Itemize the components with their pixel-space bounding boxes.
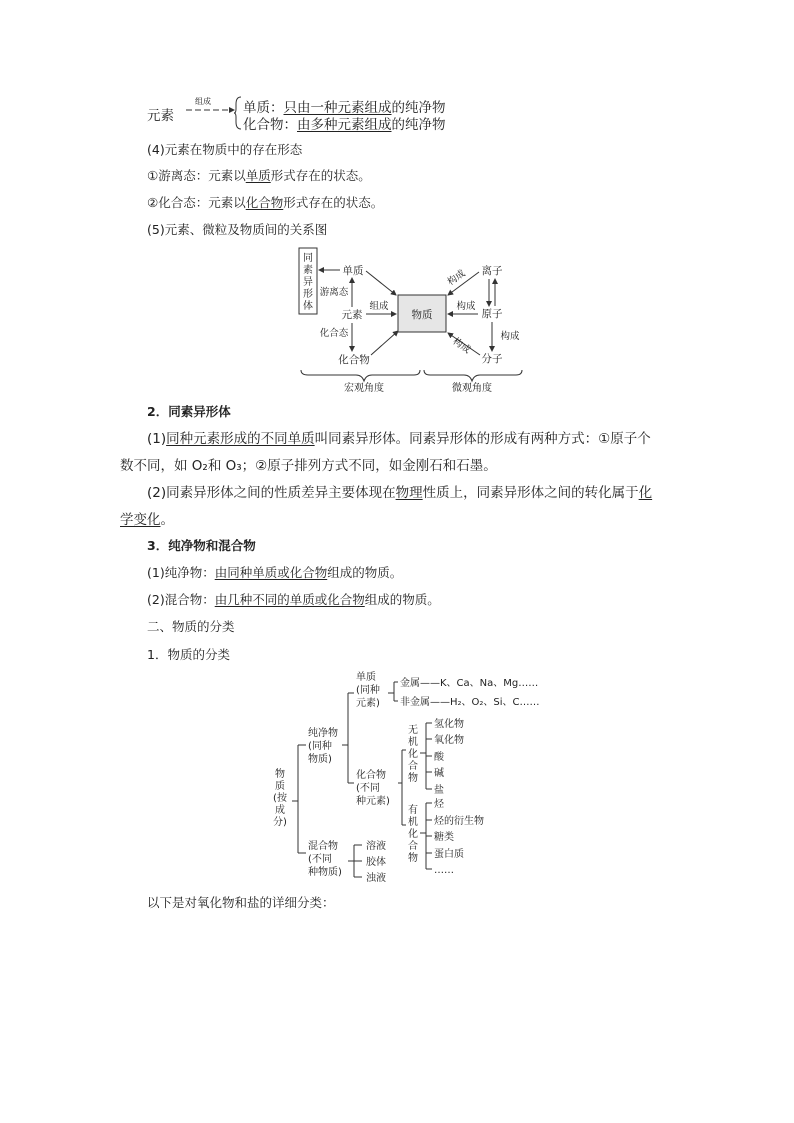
constitute-label-ion: 构成 [445, 267, 468, 288]
constitute-label-molecule: 构成 [450, 335, 473, 356]
organic-item-3: 糖类 [434, 832, 454, 843]
element-root-label: 元素 [147, 108, 174, 124]
mixture-node-l2: (不同 [308, 854, 332, 865]
compound-node-l2: (不同 [356, 783, 380, 794]
organic-char-2: 机 [408, 817, 418, 828]
combined-state-label: 化合态 [319, 328, 349, 339]
element-node: 元素 [341, 309, 363, 321]
footer-line: 以下是对氧化物和盐的详细分类： [147, 895, 335, 910]
allotrope-para-2-line-2: 学变化。 [120, 512, 174, 528]
relationship-diagram [296, 245, 528, 395]
classification-tree [268, 665, 558, 890]
allotrope-para-2-line-1: (2)同素异形体之间的性质差异主要体现在物理性质上，同素异形体之间的转化属于化 [147, 485, 653, 501]
composition-arrow [183, 96, 235, 118]
free-state-item: ①游离态：元素以单质形式存在的状态。 [147, 168, 371, 183]
inorganic-char-3: 化 [408, 749, 418, 760]
inorganic-char-2: 机 [408, 737, 418, 748]
mixture-item-suspension: 浊液 [366, 873, 386, 884]
organic-item-1: 烃 [434, 799, 444, 810]
ion-node: 离子 [481, 265, 503, 277]
mixture-item-colloid: 胶体 [366, 857, 386, 868]
organic-char-4: 合 [408, 841, 418, 852]
organic-char-1: 有 [408, 805, 418, 816]
organic-item-4: 蛋白质 [434, 849, 464, 860]
classification-heading: 二、物质的分类 [147, 619, 235, 634]
simple-substance-definition: 单质：只由一种元素组成的纯净物 [243, 100, 446, 116]
pure-node-l2: (同种 [308, 741, 332, 752]
tree-root-char-1: 物 [275, 769, 285, 780]
pure-substance-definition: (1)纯净物：由同种单质或化合物组成的物质。 [147, 565, 403, 580]
simple-substance-node: 单质 [342, 265, 364, 277]
classification-brace [234, 96, 242, 134]
allotrope-heading: 2．同素异形体 [147, 404, 231, 419]
inorganic-item-5: 盐 [434, 785, 444, 796]
simple-node-l3: 元素) [356, 698, 380, 709]
inorganic-char-4: 合 [408, 761, 418, 772]
macro-view-label: 宏观角度 [344, 383, 384, 394]
constitute-label-atom-molecule: 构成 [500, 331, 520, 342]
free-state-label: 游离态 [319, 287, 349, 298]
allotrope-char-4: 形 [303, 289, 313, 300]
pure-node-l3: 物质) [308, 754, 332, 765]
inorganic-item-3: 酸 [434, 752, 444, 763]
organic-item-2: 烃的衍生物 [434, 816, 484, 827]
allotrope-char-3: 异 [303, 277, 313, 288]
mixture-node-l3: 种物质) [308, 867, 342, 878]
tree-root-char-3: (按 [273, 793, 287, 804]
classification-subheading: 1．物质的分类 [147, 647, 230, 662]
inorganic-item-4: 碱 [434, 768, 444, 779]
atom-node: 原子 [481, 308, 503, 320]
micro-view-label: 微观角度 [452, 383, 492, 394]
tree-root-char-5: 分) [273, 817, 287, 828]
tree-root-char-2: 质 [275, 781, 285, 792]
nonmetal-item: 非金属——H₂、O₂、Si、C…… [400, 697, 540, 708]
mixture-definition: (2)混合物：由几种不同的单质或化合物组成的物质。 [147, 592, 440, 607]
mixture-node-l1: 混合物 [308, 841, 338, 852]
molecule-node: 分子 [481, 353, 503, 365]
allotrope-char-2: 素 [303, 265, 313, 276]
composition-arrow-label: 组成 [195, 97, 211, 106]
compound-node: 化合物 [338, 354, 370, 366]
allotrope-char-5: 体 [303, 301, 313, 312]
allotrope-para-1-line-1: (1)同种元素形成的不同单质叫同素异形体。同素异形体的形成有两种方式：①原子个 [147, 431, 651, 447]
inorganic-char-1: 无 [408, 725, 418, 736]
compound-node-l1: 化合物 [356, 770, 386, 781]
organic-char-3: 化 [408, 829, 418, 840]
constitute-label-atom: 构成 [456, 301, 476, 312]
metal-item: 金属——K、Ca、Na、Mg…… [400, 678, 539, 689]
pure-node-l1: 纯净物 [308, 728, 338, 739]
section-4-heading: (4)元素在物质中的存在形态 [147, 142, 303, 157]
combined-state-item: ②化合态：元素以化合物形式存在的状态。 [147, 195, 384, 210]
inorganic-item-1: 氢化物 [434, 719, 464, 730]
allotrope-para-1-line-2: 数不同，如 O₂和 O₃；②原子排列方式不同，如金刚石和石墨。 [120, 458, 497, 474]
organic-item-5: …… [434, 865, 454, 876]
organic-char-5: 物 [408, 853, 418, 864]
compound-node-l3: 种元素) [356, 796, 390, 807]
inorganic-item-2: 氧化物 [434, 735, 464, 746]
pure-mixture-heading: 3．纯净物和混合物 [147, 538, 256, 553]
simple-node-l1: 单质 [356, 672, 376, 683]
tree-root-char-4: 成 [275, 805, 285, 816]
mixture-item-solution: 溶液 [366, 841, 386, 852]
inorganic-char-5: 物 [408, 773, 418, 784]
substance-node: 物质 [411, 309, 433, 321]
compound-definition: 化合物：由多种元素组成的纯净物 [243, 117, 446, 133]
composition-label: 组成 [369, 301, 389, 312]
allotrope-char-1: 同 [303, 253, 313, 264]
simple-node-l2: (同种 [356, 685, 380, 696]
section-5-heading: (5)元素、微粒及物质间的关系图 [147, 222, 328, 237]
